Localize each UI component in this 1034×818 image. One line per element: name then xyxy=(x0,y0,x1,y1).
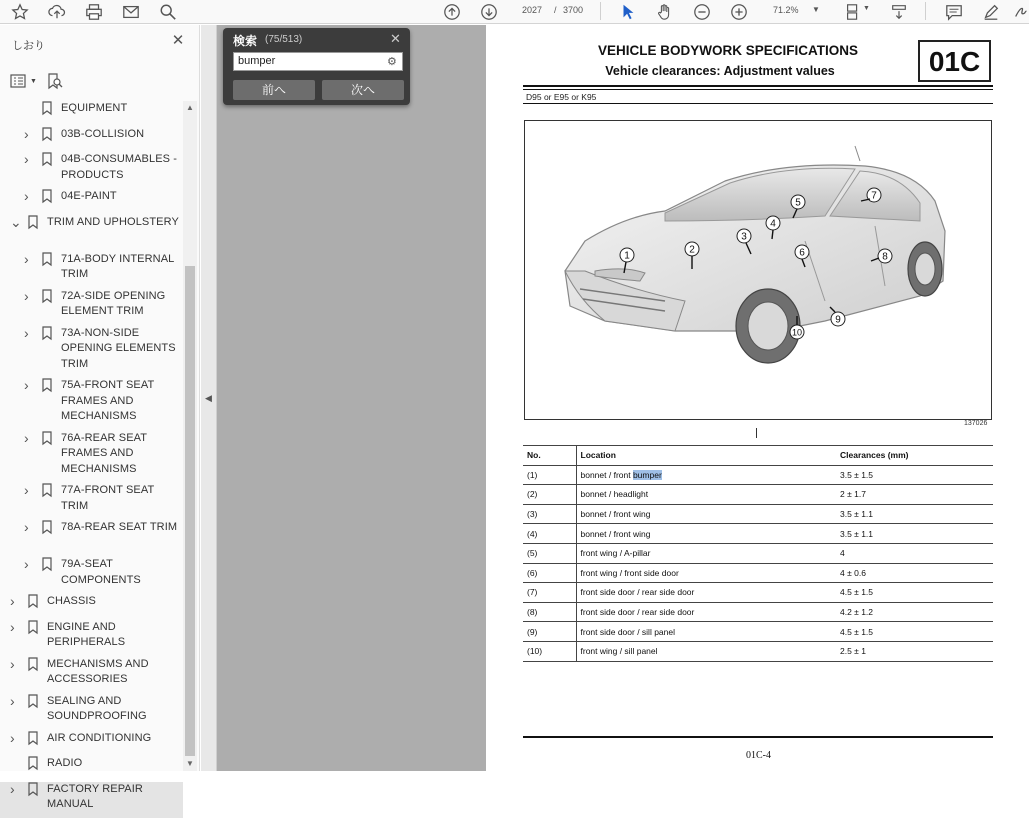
bookmark-item[interactable] xyxy=(0,101,183,122)
zoom-level-field[interactable]: 71.2% xyxy=(773,5,799,15)
row-location: bonnet / front wing xyxy=(576,504,836,524)
row-clearance: 4.5 ± 1.5 xyxy=(836,622,993,642)
row-number: (1) xyxy=(523,465,576,485)
bookmark-label: ENGINE AND PERIPHERALS xyxy=(47,620,126,648)
bookmark-options-button[interactable] xyxy=(10,74,37,88)
bookmark-label: TRIM AND UPHOLSTERY xyxy=(47,215,179,228)
table-row xyxy=(523,563,993,583)
prev-page-icon[interactable] xyxy=(440,0,464,24)
chevron-right-icon[interactable]: › xyxy=(24,556,29,572)
zoom-in-icon[interactable] xyxy=(727,0,751,24)
bookmark-tools xyxy=(10,70,63,92)
callout-label: 10 xyxy=(791,327,803,338)
bookmark-icon xyxy=(27,657,39,671)
bookmark-label: RADIO xyxy=(47,757,83,769)
bookmark-label: 76A-REAR SEAT FRAMES AND MECHANISMS xyxy=(61,431,147,475)
bookmark-icon xyxy=(41,378,53,392)
bookmark-label: 75A-FRONT SEAT FRAMES AND MECHANISMS xyxy=(61,379,155,422)
table-row xyxy=(523,583,993,603)
section-code: 01C xyxy=(918,40,991,82)
callout-label: 5 xyxy=(795,197,801,209)
bookmarks-title: しおり xyxy=(12,40,45,52)
vehicle-figure xyxy=(524,120,992,420)
row-clearance: 2.5 ± 1 xyxy=(836,641,993,661)
chevron-right-icon[interactable]: › xyxy=(24,287,29,304)
row-clearance: 3.5 ± 1.5 xyxy=(836,465,993,485)
find-prev-button[interactable]: 前へ xyxy=(233,80,315,100)
bookmark-item[interactable] xyxy=(0,694,183,730)
callout-label: 7 xyxy=(871,190,877,202)
find-input[interactable]: bumper xyxy=(233,52,403,71)
chevron-right-icon[interactable]: › xyxy=(10,618,15,635)
bookmark-label: 03B-COLLISION xyxy=(61,127,145,140)
bookmark-item[interactable] xyxy=(0,520,183,556)
bookmark-icon xyxy=(27,694,39,708)
close-icon[interactable]: ✕ xyxy=(171,32,185,49)
panel-collapse-handle[interactable] xyxy=(201,25,217,771)
callout-label: 2 xyxy=(689,244,695,256)
chevron-right-icon[interactable]: › xyxy=(10,729,15,746)
chevron-right-icon[interactable]: › xyxy=(24,324,29,341)
table-row xyxy=(523,641,993,661)
comment-icon[interactable] xyxy=(942,0,966,24)
bookmark-icon xyxy=(41,252,53,266)
row-location: bonnet / front bumper xyxy=(576,465,836,485)
main-toolbar xyxy=(0,0,1029,24)
bookmark-label: 79A-SEAT COMPONENTS xyxy=(61,558,141,586)
bookmark-label: 71A-BODY INTERNAL TRIM xyxy=(61,252,174,280)
bookmark-label: CHASSIS xyxy=(47,595,96,607)
callout-label: 1 xyxy=(624,250,630,262)
close-icon[interactable]: ✕ xyxy=(390,31,401,46)
bookmark-item[interactable] xyxy=(0,431,183,483)
chevron-right-icon[interactable]: › xyxy=(24,519,29,535)
chevron-down-icon: ▼ xyxy=(30,77,37,85)
row-clearance: 3.5 ± 1.1 xyxy=(836,524,993,544)
chevron-right-icon[interactable]: › xyxy=(10,655,15,672)
row-clearance: 4.2 ± 1.2 xyxy=(836,602,993,622)
header-no: No. xyxy=(523,446,576,466)
page-subtitle: Vehicle clearances: Adjustment values xyxy=(605,64,835,78)
bookmark-item[interactable] xyxy=(0,189,183,210)
row-number: (7) xyxy=(523,583,576,603)
table-header-row xyxy=(523,446,993,466)
row-location: bonnet / front wing xyxy=(576,524,836,544)
footer-rule xyxy=(523,736,993,738)
row-location: bonnet / headlight xyxy=(576,485,836,505)
find-count: (75/513) xyxy=(265,34,303,45)
bookmark-label: 73A-NON-SIDE OPENING ELEMENTS TRIM xyxy=(61,326,176,370)
sign-icon[interactable] xyxy=(1010,0,1034,24)
row-number: (5) xyxy=(523,543,576,563)
row-location: front side door / rear side door xyxy=(576,583,836,603)
chevron-right-icon[interactable]: › xyxy=(24,151,29,167)
header-clearance: Clearances (mm) xyxy=(836,446,993,466)
bookmark-label: 78A-REAR SEAT TRIM xyxy=(61,521,178,533)
zoom-out-icon[interactable] xyxy=(690,0,714,24)
highlight-pen-icon[interactable] xyxy=(979,0,1003,24)
bookmark-label: FACTORY REPAIR MANUAL xyxy=(47,782,143,810)
bookmark-icon xyxy=(27,215,39,229)
row-number: (3) xyxy=(523,504,576,524)
page-layout-icon[interactable] xyxy=(841,0,865,24)
header-location: Location xyxy=(576,446,836,466)
toolbar-divider xyxy=(925,2,926,20)
bookmark-icon xyxy=(41,326,53,340)
bookmark-item[interactable] xyxy=(0,731,183,752)
mail-icon[interactable] xyxy=(119,0,143,24)
current-page-field[interactable]: 2027 xyxy=(522,5,543,15)
figure-reference: 137026 xyxy=(964,420,988,427)
bookmark-item[interactable] xyxy=(0,215,183,251)
vehicle-models: D95 or E95 or K95 xyxy=(526,92,597,102)
bookmark-label: AIR CONDITIONING xyxy=(47,731,152,744)
bookmark-label: 72A-SIDE OPENING ELEMENT TRIM xyxy=(61,289,166,317)
bookmark-item[interactable] xyxy=(0,483,183,519)
bookmark-item[interactable] xyxy=(0,594,183,615)
page-separator: / xyxy=(554,5,557,15)
table-body xyxy=(523,465,993,661)
table-row xyxy=(523,485,993,505)
bookmark-icon xyxy=(27,756,39,770)
chevron-right-icon[interactable]: › xyxy=(24,250,29,267)
upload-cloud-icon[interactable] xyxy=(45,0,69,24)
gear-icon[interactable]: ⚙ xyxy=(387,56,397,68)
table-row xyxy=(523,504,993,524)
row-number: (8) xyxy=(523,602,576,622)
bookmark-label: MECHANISMS AND ACCESSORIES xyxy=(47,657,149,685)
scroll-mode-icon[interactable] xyxy=(887,0,911,24)
bookmark-item[interactable] xyxy=(0,657,183,693)
chevron-right-icon[interactable]: › xyxy=(24,482,29,498)
find-bookmark-button[interactable] xyxy=(47,73,63,89)
row-clearance: 4 xyxy=(836,543,993,563)
chevron-right-icon[interactable]: › xyxy=(24,429,29,446)
chevron-right-icon[interactable]: › xyxy=(10,692,15,709)
bookmark-search-icon xyxy=(47,73,63,89)
print-icon[interactable] xyxy=(82,0,106,24)
bookmark-item[interactable] xyxy=(0,378,183,430)
layout-dropdown-icon[interactable]: ▼ xyxy=(863,5,870,12)
zoom-dropdown-icon[interactable]: ▼ xyxy=(812,5,820,14)
bookmark-item[interactable] xyxy=(0,620,183,656)
bookmark-scrollbar[interactable] xyxy=(183,101,197,771)
star-icon[interactable] xyxy=(8,0,32,24)
bookmark-item[interactable] xyxy=(0,289,183,325)
bookmark-icon xyxy=(41,127,53,141)
callout-label: 8 xyxy=(882,251,888,263)
row-clearance: 4.5 ± 1.5 xyxy=(836,583,993,603)
bookmark-item[interactable] xyxy=(0,127,183,148)
callout-label: 6 xyxy=(799,247,805,259)
table-row xyxy=(523,465,993,485)
bookmark-icon xyxy=(41,431,53,445)
row-location: front wing / A-pillar xyxy=(576,543,836,563)
scroll-up-icon[interactable]: ▲ xyxy=(186,103,194,112)
bookmark-label: SEALING AND SOUNDPROOFING xyxy=(47,694,147,722)
bookmark-label: 77A-FRONT SEAT TRIM xyxy=(61,484,155,512)
bookmark-icon xyxy=(27,782,39,796)
bookmark-item[interactable] xyxy=(0,557,183,593)
bookmarks-panel xyxy=(0,25,200,810)
callout-label: 3 xyxy=(741,231,747,243)
bookmark-icon xyxy=(41,189,53,203)
car-illustration xyxy=(525,121,991,419)
chevron-down-icon[interactable]: ⌄ xyxy=(10,213,22,230)
models-rule xyxy=(523,103,993,104)
bookmark-label: 04E-PAINT xyxy=(61,190,117,202)
next-page-icon[interactable] xyxy=(477,0,501,24)
toolbar-divider xyxy=(600,2,601,20)
bookmark-icon xyxy=(41,520,53,534)
row-location: front side door / sill panel xyxy=(576,622,836,642)
bookmark-item[interactable] xyxy=(0,252,183,288)
row-number: (2) xyxy=(523,485,576,505)
scroll-down-icon[interactable]: ▼ xyxy=(186,759,194,768)
list-options-icon xyxy=(10,74,28,88)
bookmark-item[interactable] xyxy=(0,152,183,188)
row-number: (9) xyxy=(523,622,576,642)
row-number: (10) xyxy=(523,641,576,661)
page-title: VEHICLE BODYWORK SPECIFICATIONS xyxy=(597,43,858,58)
bookmark-icon xyxy=(27,731,39,745)
chevron-right-icon[interactable]: › xyxy=(24,377,29,393)
bookmark-label: 04B-CONSUMABLES - PRODUCTS xyxy=(61,153,178,181)
table-row xyxy=(523,602,993,622)
bookmark-item[interactable] xyxy=(0,326,183,378)
hand-tool-icon[interactable] xyxy=(653,0,677,24)
clearance-table xyxy=(523,445,993,662)
bookmark-icon xyxy=(41,289,53,303)
bookmark-icon xyxy=(41,152,53,166)
search-icon[interactable] xyxy=(156,0,180,24)
callout-label: 9 xyxy=(835,314,841,326)
page-number: 01C-4 xyxy=(746,750,771,761)
row-clearance: 2 ± 1.7 xyxy=(836,485,993,505)
bookmark-icon xyxy=(27,594,39,608)
header-rule xyxy=(523,89,993,90)
header-rule xyxy=(523,85,993,87)
chevron-right-icon[interactable]: › xyxy=(24,188,29,204)
row-clearance: 4 ± 0.6 xyxy=(836,563,993,583)
bookmark-icon xyxy=(41,101,53,115)
table-row xyxy=(523,622,993,642)
row-number: (6) xyxy=(523,563,576,583)
search-highlight: bumper xyxy=(632,469,662,480)
chevron-right-icon[interactable]: › xyxy=(10,780,15,797)
row-number: (4) xyxy=(523,524,576,544)
find-next-button[interactable]: 次へ xyxy=(322,80,404,100)
chevron-right-icon[interactable]: › xyxy=(24,125,29,142)
table-row xyxy=(523,543,993,563)
row-location: front side door / rear side door xyxy=(576,602,836,622)
bookmark-tree xyxy=(0,101,183,810)
scroll-thumb[interactable] xyxy=(185,266,195,756)
chevron-right-icon[interactable]: › xyxy=(10,593,15,609)
document-background xyxy=(201,25,486,771)
callout-label: 4 xyxy=(770,218,776,230)
collapse-arrow-icon: ◀ xyxy=(205,393,212,403)
row-clearance: 3.5 ± 1.1 xyxy=(836,504,993,524)
bookmark-icon xyxy=(41,557,53,571)
bookmark-item[interactable] xyxy=(0,756,183,777)
cursor-arrow-icon[interactable] xyxy=(616,0,640,24)
bookmark-item[interactable] xyxy=(0,782,183,818)
bookmark-icon xyxy=(41,483,53,497)
bookmark-label: EQUIPMENT xyxy=(61,102,128,114)
row-location: front wing / sill panel xyxy=(576,641,836,661)
text-cursor xyxy=(756,428,757,438)
find-toolbar xyxy=(223,28,410,105)
total-pages: 3700 xyxy=(563,5,584,15)
bookmark-icon xyxy=(27,620,39,634)
table-row xyxy=(523,524,993,544)
find-title: 検索 xyxy=(233,34,258,48)
row-location: front wing / front side door xyxy=(576,563,836,583)
